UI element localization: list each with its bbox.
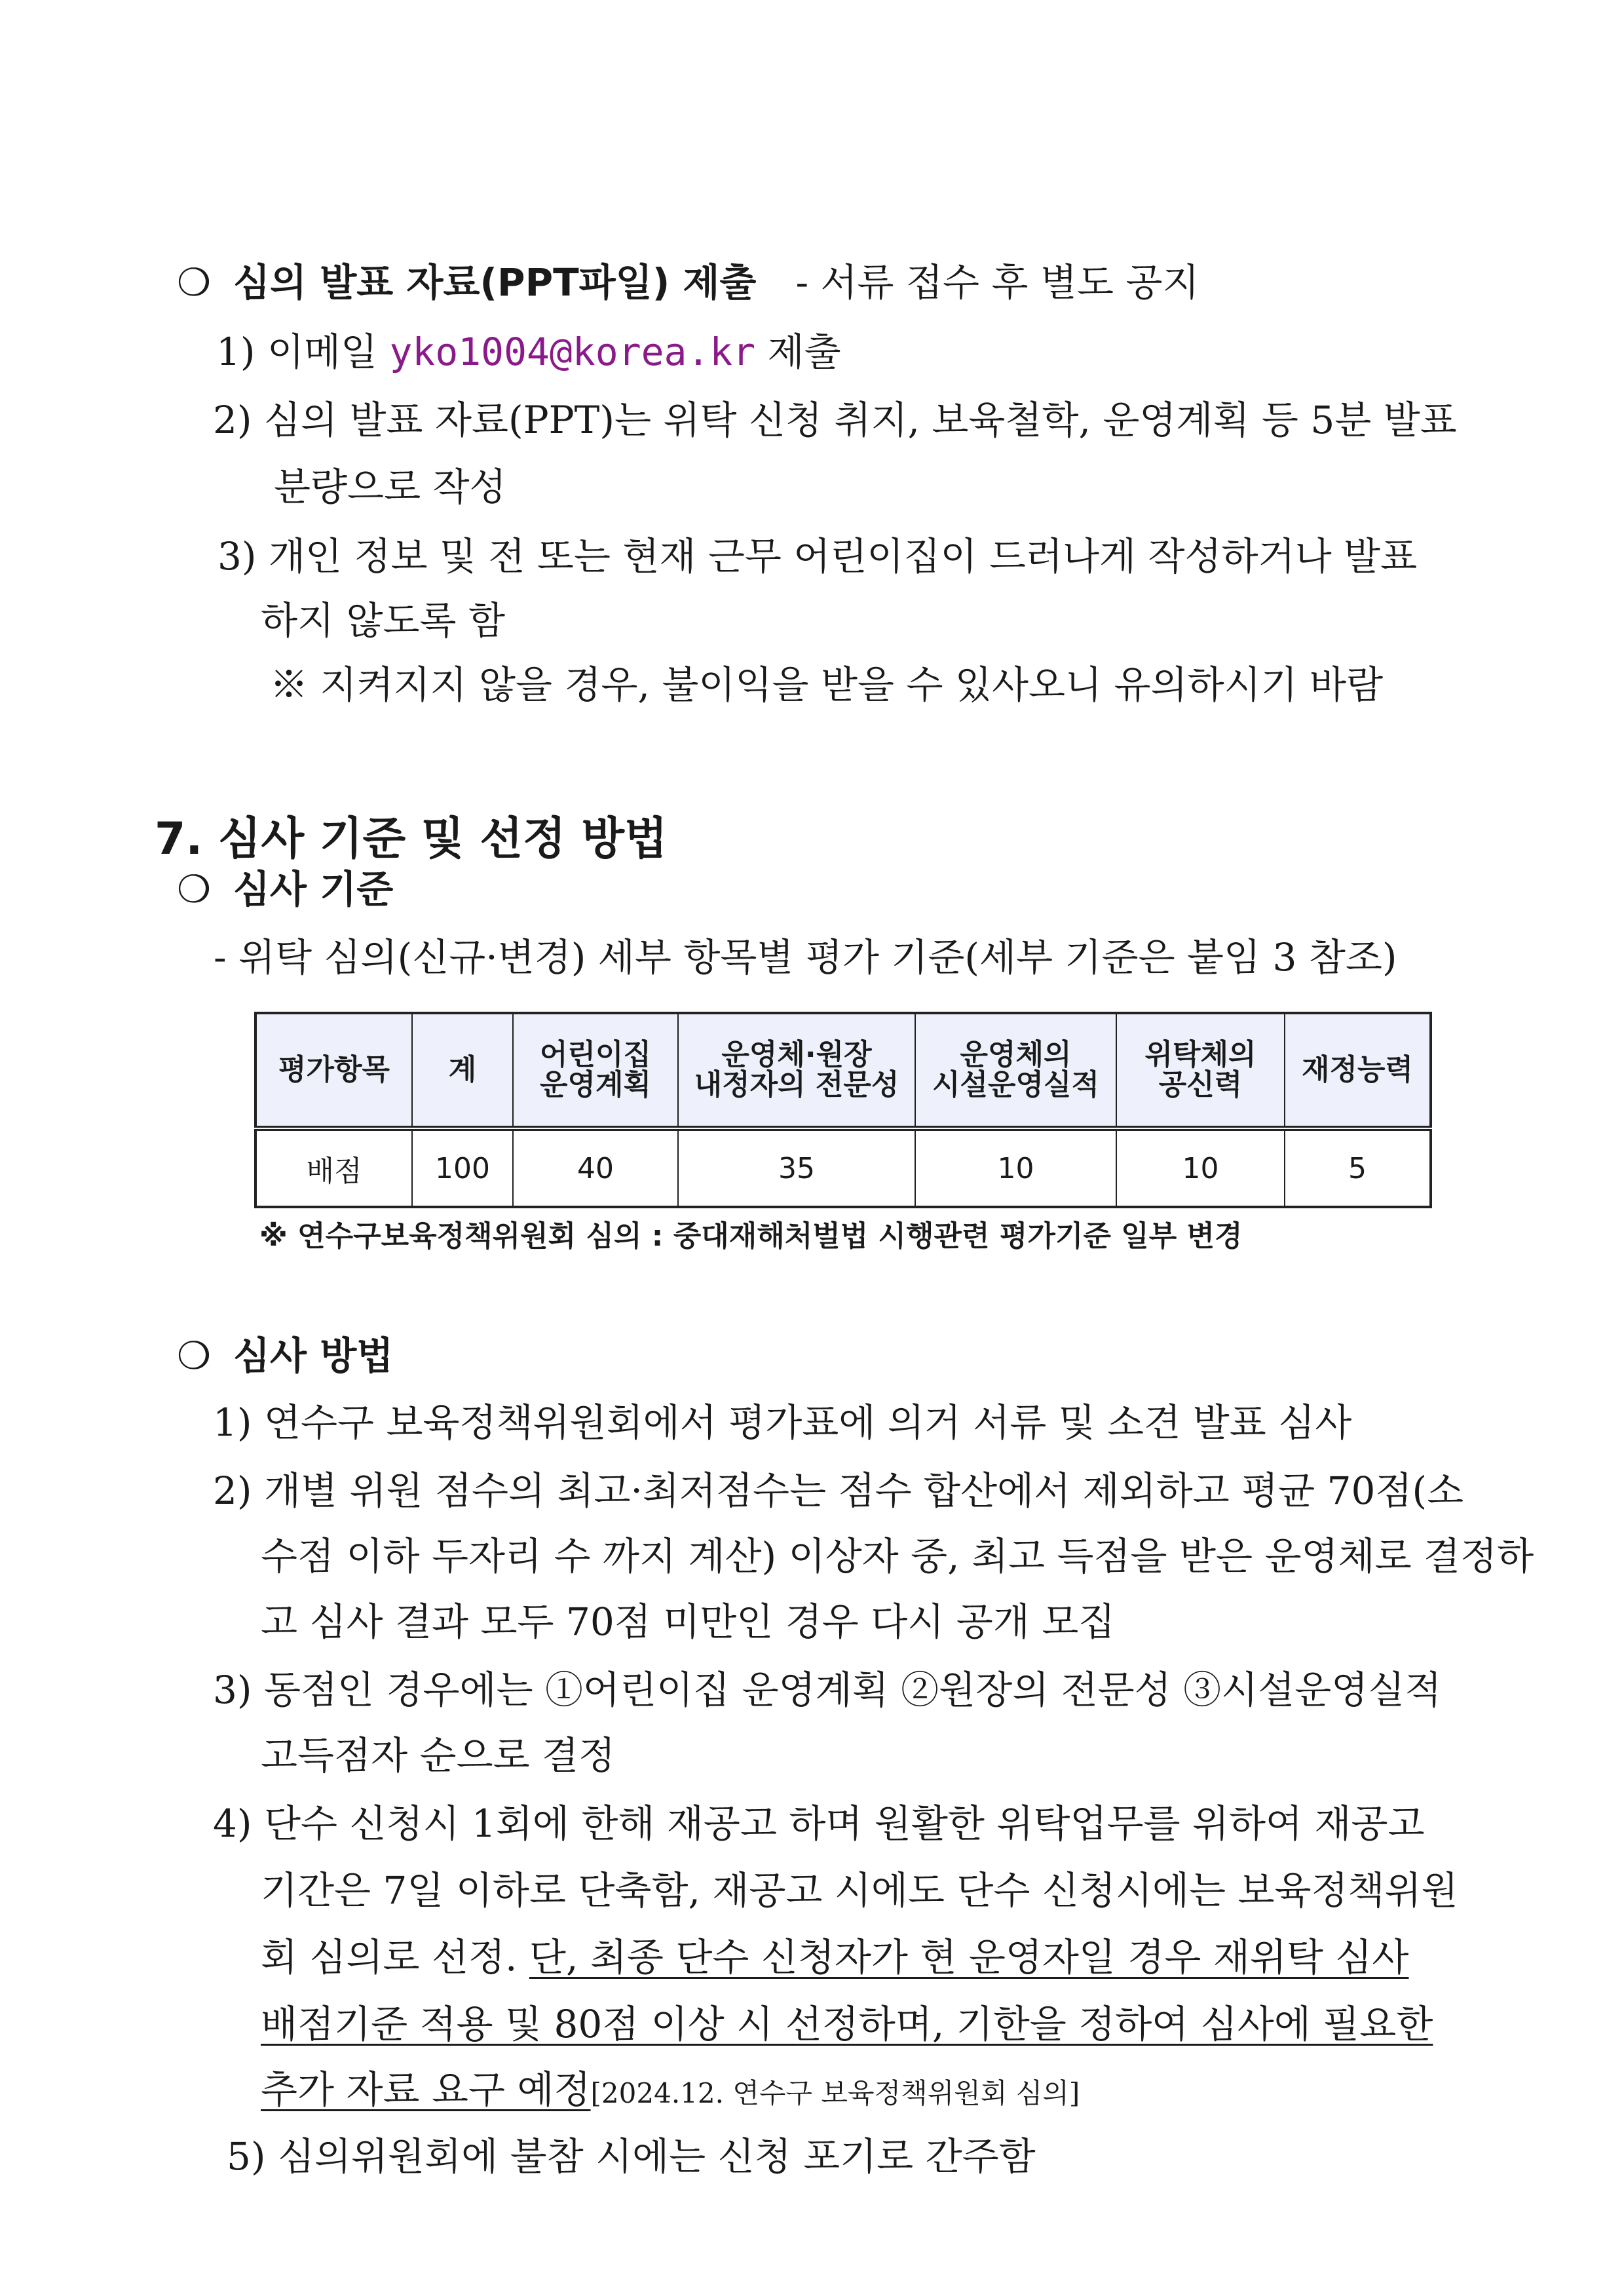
header-line: 내정자의 전문성 bbox=[694, 1068, 899, 1102]
method-item-4-line-5 bbox=[261, 2067, 1080, 2112]
method-heading bbox=[177, 1333, 394, 1378]
table-header-cell: 평가항목 bbox=[255, 1013, 412, 1128]
header-line: 공신력 bbox=[1158, 1068, 1243, 1102]
item1-prefix: 1) 이메일 bbox=[216, 330, 390, 374]
table-header-cell: 계 bbox=[412, 1013, 513, 1128]
presentation-heading bbox=[177, 260, 1199, 305]
method-item-1: 1) 연수구 보육정책위원회에서 평가표에 의거 서류 및 소견 발표 심사 bbox=[213, 1400, 1352, 1445]
method-item-3-line-2: 고득점자 순으로 결정 bbox=[261, 1733, 616, 1778]
evaluation-score-table bbox=[254, 1012, 1432, 1208]
table-cell: 10 bbox=[1116, 1128, 1285, 1207]
header-line: 시설운영실적 bbox=[932, 1068, 1100, 1102]
item1-suffix: 제출 bbox=[755, 330, 841, 374]
criteria-description: - 위탁 심의(신규·변경) 세부 항목별 평가 기준(세부 기준은 붙임 3 참조) bbox=[214, 935, 1397, 980]
table-cell: 40 bbox=[513, 1128, 678, 1207]
method-item-2-line-1: 2) 개별 위원 점수의 최고·최저점수는 점수 합산에서 제외하고 평균 70점(소 bbox=[213, 1468, 1464, 1513]
method-item-4-plain-text: 회 심의로 선정. bbox=[261, 1935, 529, 1980]
table-row bbox=[255, 1128, 1431, 1207]
email-link[interactable]: yko1004@korea.kr bbox=[389, 330, 756, 374]
presentation-item-3-note: ※ 지켜지지 않을 경우, 불이익을 받을 수 있사오니 유의하시기 바람 bbox=[270, 662, 1384, 707]
method-item-4-source-note: [2024.12. 연수구 보육정책위원회 심의] bbox=[590, 2077, 1080, 2109]
table-cell: 10 bbox=[915, 1128, 1116, 1207]
header-line: 운영체의 bbox=[960, 1037, 1072, 1071]
method-item-5: 5) 심의위원회에 불참 시에는 신청 포기로 간주함 bbox=[227, 2134, 1036, 2179]
table-cell: 5 bbox=[1285, 1128, 1431, 1207]
presentation-item-1 bbox=[216, 330, 841, 374]
hollow-circle-bullet-icon: ❍ bbox=[177, 260, 211, 305]
method-item-4-line-1: 4) 단수 신청시 1회에 한해 재공고 하며 원활한 위탁업무를 위하여 재공고 bbox=[213, 1801, 1425, 1846]
presentation-heading-note: - 서류 접수 후 별도 공지 bbox=[795, 260, 1199, 305]
table-note: ※ 연수구보육정책위원회 심의 : 중대재해처벌법 시행관련 평가기준 일부 변경 bbox=[259, 1219, 1243, 1253]
table-header-cell bbox=[1116, 1013, 1285, 1128]
header-line: 운영체·원장 bbox=[721, 1037, 872, 1071]
method-item-4-underlined-end: 추가 자료 요구 예정 bbox=[261, 2067, 591, 2112]
table-header-cell bbox=[513, 1013, 678, 1128]
method-item-4-line-3 bbox=[261, 1935, 1409, 1980]
section-7-title: 7. 심사 기준 및 선정 방법 bbox=[155, 813, 668, 865]
method-item-3-line-1: 3) 동점인 경우에는 ①어린이집 운영계획 ②원장의 전문성 ③시설운영실적 bbox=[213, 1668, 1442, 1712]
criteria-heading bbox=[177, 867, 394, 911]
criteria-heading-label: 심사 기준 bbox=[233, 867, 394, 911]
method-item-4-line-4: 배점기준 적용 및 80점 이상 시 선정하며, 기한을 정하여 심사에 필요한 bbox=[261, 2002, 1433, 2046]
table-header-cell bbox=[678, 1013, 915, 1128]
method-item-4-underlined-text: 단, 최종 단수 신청자가 현 운영자일 경우 재위탁 심사 bbox=[529, 1935, 1409, 1980]
table-cell: 100 bbox=[412, 1128, 513, 1207]
method-item-2-line-2: 수점 이하 두자리 수 까지 계산) 이상자 중, 최고 득점을 받은 운영체로 결정하 bbox=[261, 1534, 1534, 1578]
header-line: 운영계획 bbox=[539, 1068, 651, 1102]
method-item-2-line-3: 고 심사 결과 모두 70점 미만인 경우 다시 공개 모집 bbox=[261, 1599, 1116, 1644]
hollow-circle-bullet-icon: ❍ bbox=[177, 1333, 211, 1378]
method-item-4-line-2: 기간은 7일 이하로 단축함, 재공고 시에도 단수 신청시에는 보육정책위원 bbox=[261, 1868, 1458, 1913]
presentation-item-2-line-1: 2) 심의 발표 자료(PPT)는 위탁 신청 취지, 보육철학, 운영계획 등 5분 발표 bbox=[213, 398, 1457, 442]
header-line: 위탁체의 bbox=[1144, 1037, 1256, 1071]
hollow-circle-bullet-icon: ❍ bbox=[177, 867, 211, 911]
header-line: 어린이집 bbox=[539, 1037, 651, 1071]
table-cell: 배점 bbox=[255, 1128, 412, 1207]
method-heading-label: 심사 방법 bbox=[233, 1333, 394, 1378]
table-header-cell: 재정능력 bbox=[1285, 1013, 1431, 1128]
table-header-row bbox=[255, 1013, 1431, 1128]
presentation-heading-title: 심의 발표 자료(PPT파일) 제출 bbox=[233, 260, 757, 305]
table-header-cell bbox=[915, 1013, 1116, 1128]
presentation-item-3-line-1: 3) 개인 정보 및 전 또는 현재 근무 어린이집이 드러나게 작성하거나 발표 bbox=[217, 534, 1418, 579]
table-cell: 35 bbox=[678, 1128, 915, 1207]
presentation-item-2-line-2: 분량으로 작성 bbox=[274, 465, 506, 509]
presentation-item-3-line-2: 하지 않도록 함 bbox=[261, 598, 506, 643]
